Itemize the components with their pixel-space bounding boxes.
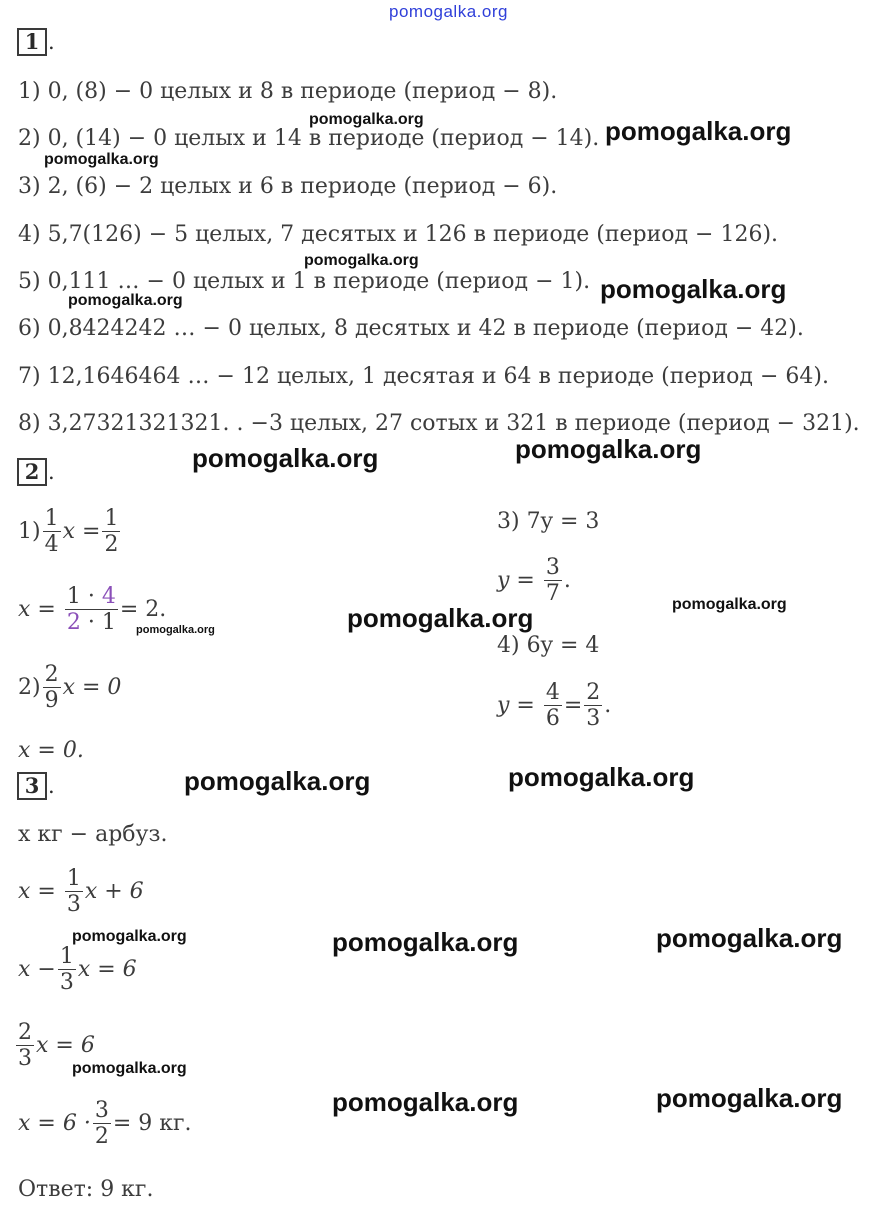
equation-3-2 (18, 944, 137, 995)
fraction (65, 584, 118, 635)
numerator-part: 1 · (66, 584, 102, 609)
equation-text: x = 6 · (18, 1111, 91, 1136)
watermark: pomogalka.org (515, 434, 702, 464)
denominator-part: · 1 (80, 610, 116, 635)
watermark: pomogalka.org (192, 443, 379, 473)
fraction (43, 662, 61, 713)
watermark: pomogalka.org (347, 603, 534, 633)
section-1-dot: . (48, 30, 55, 54)
equals-sign: = (563, 693, 583, 718)
section-1-item: 3) 2, (6) − 2 целых и 6 в периоде (период − 6). (18, 174, 558, 199)
denominator: 4 (44, 532, 59, 557)
equation-2-3: 3) 7y = 3 (497, 509, 600, 534)
watermark: pomogalka.org (672, 596, 787, 613)
numerator: 1 (44, 506, 59, 531)
denominator: 9 (44, 688, 59, 713)
watermark: pomogalka.org (332, 927, 519, 957)
watermark: pomogalka.org (600, 274, 787, 304)
section-3-number-text: 3 (24, 773, 40, 798)
section-2-dot: . (48, 460, 55, 484)
numerator: 4 (545, 680, 560, 705)
equation-text: x = 6 (77, 957, 137, 982)
section-1-item: 8) 3,27321321321. . −3 целых, 27 сотых и 321 в периоде (период − 321). (18, 411, 860, 436)
equation-text: x = 6 (36, 1033, 95, 1058)
section-1-item: 5) 0,111 … − 0 целых и 1 в периоде (период − 1). (18, 269, 591, 294)
equation-result: = 2. (119, 597, 167, 622)
fraction (65, 866, 83, 917)
section-1-item: 2) 0, (14) − 0 целых и 14 в периоде (период − 14). (18, 126, 600, 151)
denominator: 7 (545, 581, 560, 606)
equation-2-1 (18, 506, 122, 557)
section-1-number-text: 1 (24, 29, 40, 54)
equation-text: x = (18, 879, 56, 904)
section-1-item: 4) 5,7(126) − 5 целых, 7 десятых и 126 в периоде (период − 126). (18, 222, 779, 247)
watermark: pomogalka.org (605, 116, 792, 146)
equation-text: x = (62, 519, 101, 544)
equation-2-4: 4) 6y = 4 (497, 633, 600, 658)
watermark: pomogalka.org (508, 762, 695, 792)
watermark: pomogalka.org (72, 1060, 187, 1077)
numerator: 3 (545, 555, 560, 580)
numerator: 1 (104, 506, 119, 531)
denominator: 2 (94, 1124, 109, 1149)
equation-end: . (563, 568, 571, 593)
equation-text: x = 0 (62, 675, 122, 700)
numerator: 2 (18, 1020, 32, 1045)
fraction (58, 944, 76, 995)
section-2-number-text: 2 (24, 459, 40, 484)
numerator (65, 584, 118, 609)
watermark: pomogalka.org (332, 1087, 519, 1117)
denominator: 3 (586, 706, 601, 731)
fraction (584, 680, 602, 731)
fraction (102, 506, 120, 557)
section-1-item: 7) 12,1646464 … − 12 целых, 1 десятая и 64 в периоде (период − 64). (18, 364, 829, 389)
fraction (43, 506, 61, 557)
section-3-number (17, 772, 47, 800)
section-1-item: 1) 0, (8) − 0 целых и 8 в периоде (период − 8). (18, 79, 558, 104)
watermark: pomogalka.org (304, 252, 419, 269)
fraction (544, 680, 562, 731)
watermark: pomogalka.org (309, 111, 424, 128)
equation-text: y = (497, 568, 535, 593)
equation-3-4 (18, 1098, 192, 1149)
watermark: pomogalka.org (656, 923, 843, 953)
equation-result: = 9 кг. (112, 1111, 192, 1136)
section-1-item: 6) 0,8424242 … − 0 целых, 8 десятых и 42 в периоде (период − 42). (18, 316, 804, 341)
watermark: pomogalka.org (44, 151, 159, 168)
watermark: pomogalka.org (184, 766, 371, 796)
equation-text: x − (18, 957, 56, 982)
denominator: 3 (66, 892, 81, 917)
equation-2-2-solution: x = 0. (18, 738, 84, 763)
equation-text: y = (497, 693, 535, 718)
numerator: 3 (94, 1098, 109, 1123)
denominator: 3 (59, 970, 74, 995)
numerator: 2 (44, 662, 59, 687)
watermark: pomogalka.org (136, 624, 215, 636)
equation-label: 2) (18, 675, 41, 700)
section-2-number (17, 458, 47, 486)
denominator (65, 609, 118, 635)
numerator: 1 (66, 866, 81, 891)
watermark: pomogalka.org (72, 928, 187, 945)
section-1-number (17, 28, 47, 56)
section-3-dot: . (48, 774, 55, 798)
equation-label: 1) (18, 519, 41, 544)
watermark: pomogalka.org (656, 1083, 843, 1113)
denominator: 3 (18, 1046, 32, 1071)
equation-text: x + 6 (84, 879, 144, 904)
denominator-part: 2 (66, 610, 81, 635)
section-3-intro: x кг − арбуз. (18, 822, 168, 847)
watermark-top: pomogalka.org (389, 2, 508, 21)
denominator: 6 (545, 706, 560, 731)
equation-3-1 (18, 866, 144, 917)
numerator-part: 4 (101, 584, 116, 609)
fraction (93, 1098, 111, 1149)
fraction (16, 1020, 34, 1071)
denominator: 2 (104, 532, 119, 557)
fraction (544, 555, 562, 606)
answer: Ответ: 9 кг. (18, 1177, 154, 1202)
numerator: 1 (59, 944, 74, 969)
numerator: 2 (586, 680, 601, 705)
equation-2-3-solution (497, 555, 571, 606)
equation-end: . (604, 693, 612, 718)
equation-text: x = (18, 597, 56, 622)
equation-2-4-solution (497, 680, 611, 731)
watermark: pomogalka.org (68, 292, 183, 309)
equation-2-2 (18, 662, 121, 713)
